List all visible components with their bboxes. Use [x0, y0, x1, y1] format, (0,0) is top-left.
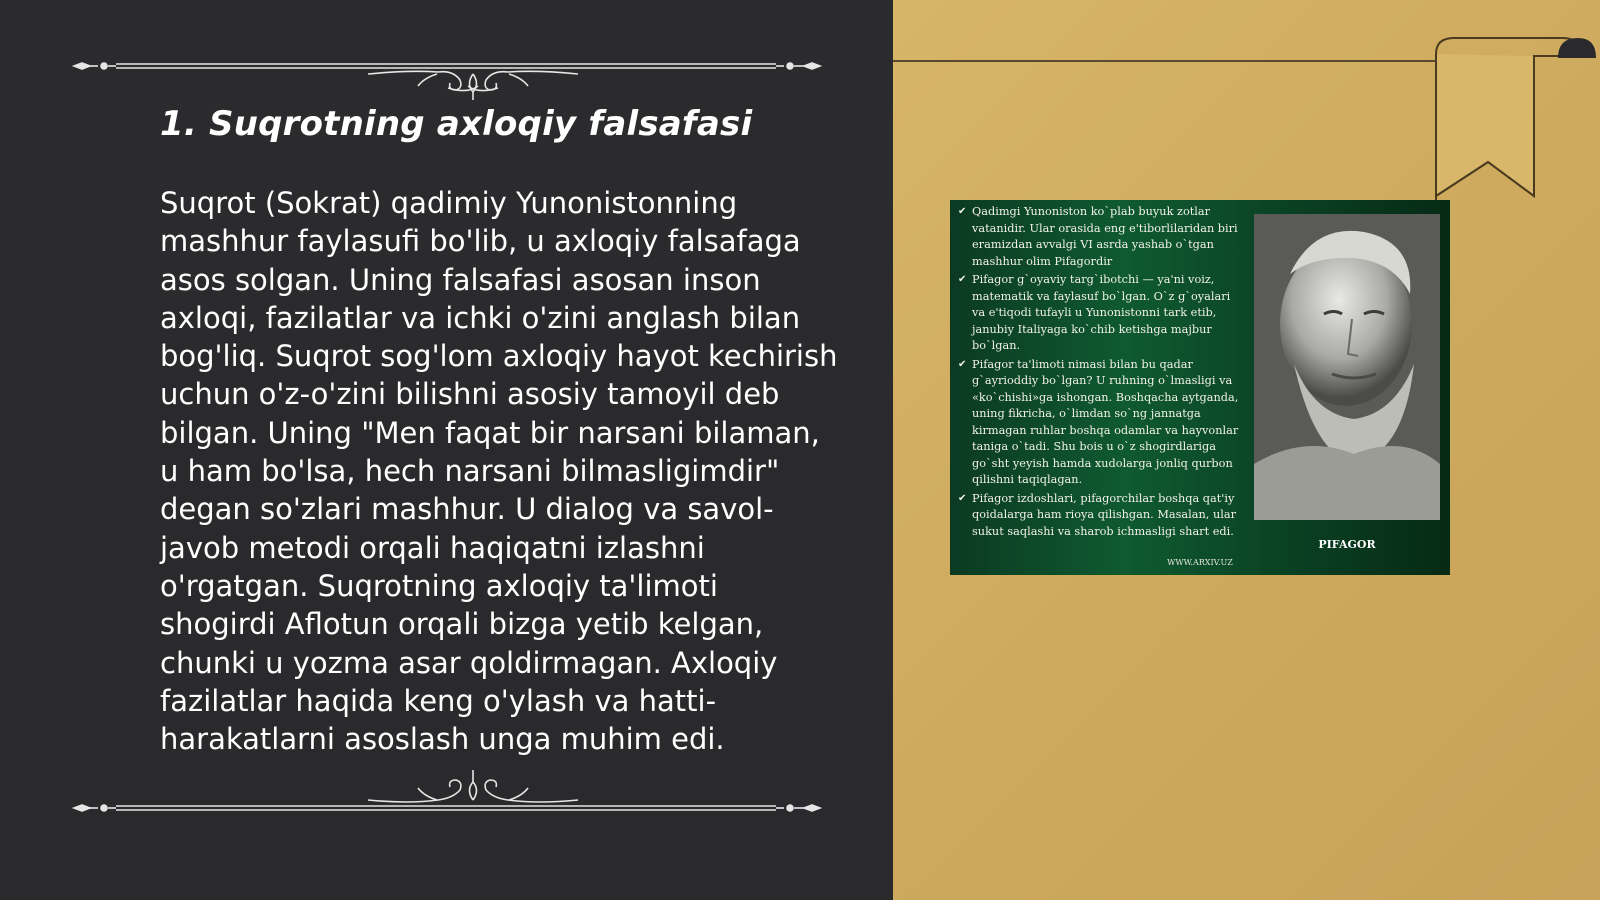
figure-bullet-item: ✔ Pifagor g`oyaviy targ`ibotchi — ya'ni voiz, matematik va faylasuf bo`lgan. O`z g`oyalari va e'tiqodi tufayli u Yunonistonni tark etib, janubiy Italiyaga ko`chib ketishga majbur bo`lgan.: [958, 273, 1231, 352]
figure-bullet-list: [956, 204, 1246, 542]
header-rule-line: [893, 60, 1453, 62]
figure-caption: PIFAGOR: [1318, 538, 1376, 551]
bookmark-ribbon-icon: [1432, 34, 1600, 204]
ornament-divider-bottom: [68, 770, 826, 830]
checkmark-icon: ✔: [958, 274, 967, 285]
slide-title: 1. Suqrotning axloqiy falsafasi: [160, 104, 753, 144]
checkmark-icon: ✔: [958, 492, 967, 504]
figure-source-site: WWW.ARXIV.UZ: [1167, 558, 1233, 567]
figure-bullet-item: ✔ Pifagor ta'limoti nimasi bilan bu qadar g`ayrioddiy bo`lgan? U ruhning o`lmasligi va «ko`chishi»ga ishongan. Boshqacha aytganda, uning fikricha, o`limdan so`ng jannatga kirmagan ruhlar boshqa odamlar va hayvonlar taniga o`tadi. Shu bois u o`z shogirdlariga go`sht yeyish hamda xudolarga jonliq qurbon qilishni taqiqlagan.: [958, 357, 1239, 486]
checkmark-icon: ✔: [958, 206, 967, 217]
figure-bullet-item: ✔ Qadimgi Yunoniston ko`plab buyuk zotlar vatanidir. Ular orasida eng e'tiborlilaridan biri eramizdan avvalgi VI asrda yashab o`tgan mashhur olim Pifagordir: [958, 205, 1238, 268]
ornament-divider-top: [68, 40, 826, 100]
pythagoras-slide-image: [950, 200, 1450, 575]
pythagoras-bust-icon: [1254, 214, 1440, 520]
figure-bullet-item: ✔ Pifagor izdoshlari, pifagorchilar boshqa qat'iy qoidalarga ham rioya qilishgan. Masalan, ular sukut saqlashi va sharob ichmasligi shart edi.: [958, 491, 1236, 538]
slide-body-text: Suqrot (Sokrat) qadimiy Yunonistonning mashhur faylasufi bo'lib, u axloqiy falsafaga asos solgan. Uning falsafasi asosan inson axloqi, fazilatlar va ichki o'zini anglash bilan bog'liq. Suqrot sog'lom axloqiy hayot kechirish uchun o'z-o'zini bilishni asosiy tamoyil deb bilgan. Uning "Men faqat bir narsani bilaman, u ham bo'lsa, hech narsani bilmasligimdir" degan so'zlari mashhur. U dialog va savol-javob metodi orqali haqiqatni izlashni o'rgatgan. Suqrotning axloqiy ta'limoti shogirdi Aflotun orqali bizga yetib kelgan, chunki u yozma asar qoldirmagan. Axloqiy fazilatlar haqida keng o'ylash va hatti-harakatlarni asoslash unga muhim edi.: [160, 186, 838, 757]
checkmark-icon: ✔: [958, 358, 967, 370]
